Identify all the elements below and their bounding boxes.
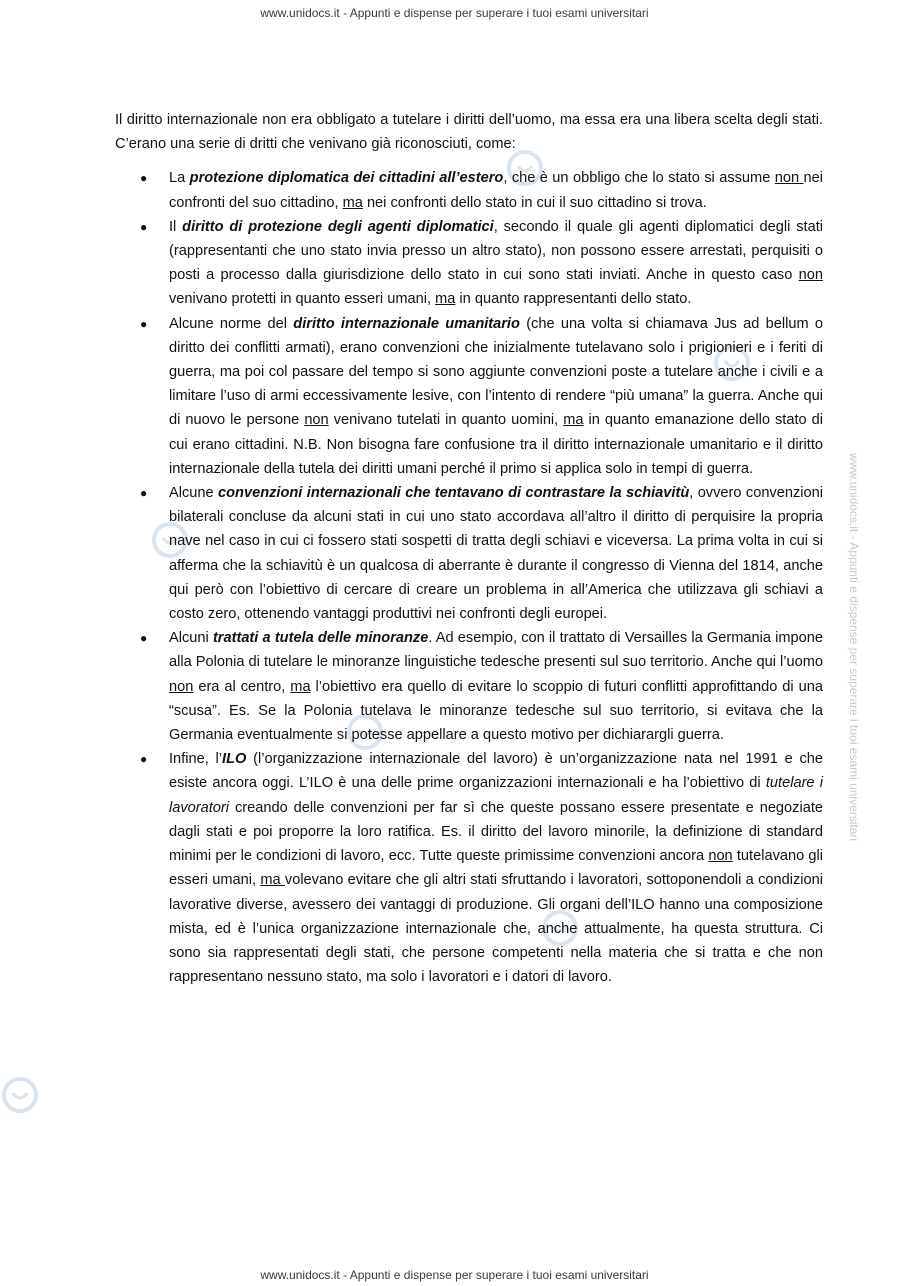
bullet-icon: ● [140, 752, 148, 767]
watermark-header: www.unidocs.it - Appunti e dispense per superare i tuoi esami universitari [260, 6, 649, 20]
rights-list [115, 166, 823, 989]
document-body [115, 108, 823, 989]
list-item: ● La protezione diplomatica dei cittadini all’estero, che è un obbligo che lo stato si assume non nei confronti del suo cittadino, ma nei confronti dello stato in cui il suo cittadino si trova. [115, 166, 823, 214]
list-item: ● Infine, l’ILO (l’organizzazione internazionale del lavoro) è un’organizzazione nata nel 1991 e che esiste ancora oggi. L’ILO è una delle prime organizzazioni internazionali e ha l’obiettivo di tutelare i lavoratori creando delle convenzioni per far sì che queste possano essere presentate e negoziate dagli stati e poi proporre la loro ratifica. Es. il diritto del lavoro minorile, la definizione di standard minimi per le condizioni di lavoro, ecc. Tutte queste primissime convenzioni ancora non tutelavano gli esseri umani, ma volevano evitare che gli altri stati sfruttando i lavoratori, sottoponendoli a condizioni lavorative diverse, avessero dei vantaggi di produzione. Gli organi dell’ILO hanno una composizione mista, ed è l’unica organizzazione internazionale che, anche attualmente, ha questa struttura. Ci sono sia rappresentati degli stati, che persone competenti nella materia che si tratta e che non rappresentano nessuno stato, ma solo i lavoratori e i datori di lavoro. [115, 747, 823, 989]
bullet-icon: ● [140, 486, 148, 501]
bullet-icon: ● [140, 631, 148, 646]
intro-paragraph: Il diritto internazionale non era obbligato a tutelare i diritti dell’uomo, ma essa era una libera scelta degli stati. C’erano una serie di dritti che venivano già riconosciuti, come: [115, 112, 823, 153]
bullet-icon: ● [140, 316, 148, 331]
unidocs-logo-icon [0, 1075, 40, 1115]
watermark-right-side: www.unidocs.it - Appunti e dispense per superare i tuoi esami universitari [847, 452, 862, 842]
list-item: ● Il diritto di protezione degli agenti diplomatici, secondo il quale gli agenti diplomatici degli stati (rappresentanti che uno stato invia presso un altro stato), non possono essere arrestati, perquisiti o posti a processo dalla giurisdizione dello stato in cui sono stati inviati. Anche in questo caso non venivano protetti in quanto esseri umani, ma in quanto rappresentanti dello stato. [115, 215, 823, 312]
watermark-footer: www.unidocs.it - Appunti e dispense per superare i tuoi esami universitari [260, 1268, 649, 1282]
list-item: ● Alcune norme del diritto internazionale umanitario (che una volta si chiamava Jus ad bellum o diritto dei conflitti armati), erano convenzioni che inizialmente tutelavano solo i prigionieri e i feriti di guerra, ma poi col passare del tempo si sono aggiunte convenzioni poste a tutelare anche i civili e a limitare l’uso di armi eccessivamente lesive, con l’intento di rendere “più umana” la guerra. Anche qui di nuovo le persone non venivano tutelati in quanto uomini, ma in quanto emanazione dello stato di cui erano cittadini. N.B. Non bisogna fare confusione tra il diritto internazionale umanitario e il diritto internazionale della tutela dei diritti umani perché il primo si applica solo in tempi di guerra. [115, 312, 823, 481]
list-item: ● Alcuni trattati a tutela delle minoranze. Ad esempio, con il trattato di Versailles la Germania impone alla Polonia di tutelare le minoranze linguistiche tedesche presenti sul suo territorio. Anche qui l’uomo non era al centro, ma l’obiettivo era quello di evitare lo scoppio di futuri conflitti approfittando di una “scusa”. Es. Se la Polonia tutelava le minoranze tedesche sul suo territorio, si evitava che la Germania eventualmente si potesse appellare a questo motivo per dichiarargli guerra. [115, 626, 823, 747]
bullet-icon: ● [140, 219, 148, 234]
bullet-icon: ● [140, 171, 148, 186]
list-item: ● Alcune convenzioni internazionali che tentavano di contrastare la schiavitù, ovvero convenzioni bilaterali concluse da alcuni stati in cui uno stato accordava all’altro il diritto di perquisire la propria nave nel caso in cui ci fossero stati sospetti di tratta degli schiavi e viceversa. La prima volta in cui si afferma che la schiavitù è un qualcosa di aberrante è durante il congresso di Vienna del 1814, anche qui però con l’obiettivo di cercare di creare un problema in all’America che utilizzava gli schiavi a costo zero, ottenendo vantaggi produttivi nei confronti degli europei. [115, 481, 823, 626]
